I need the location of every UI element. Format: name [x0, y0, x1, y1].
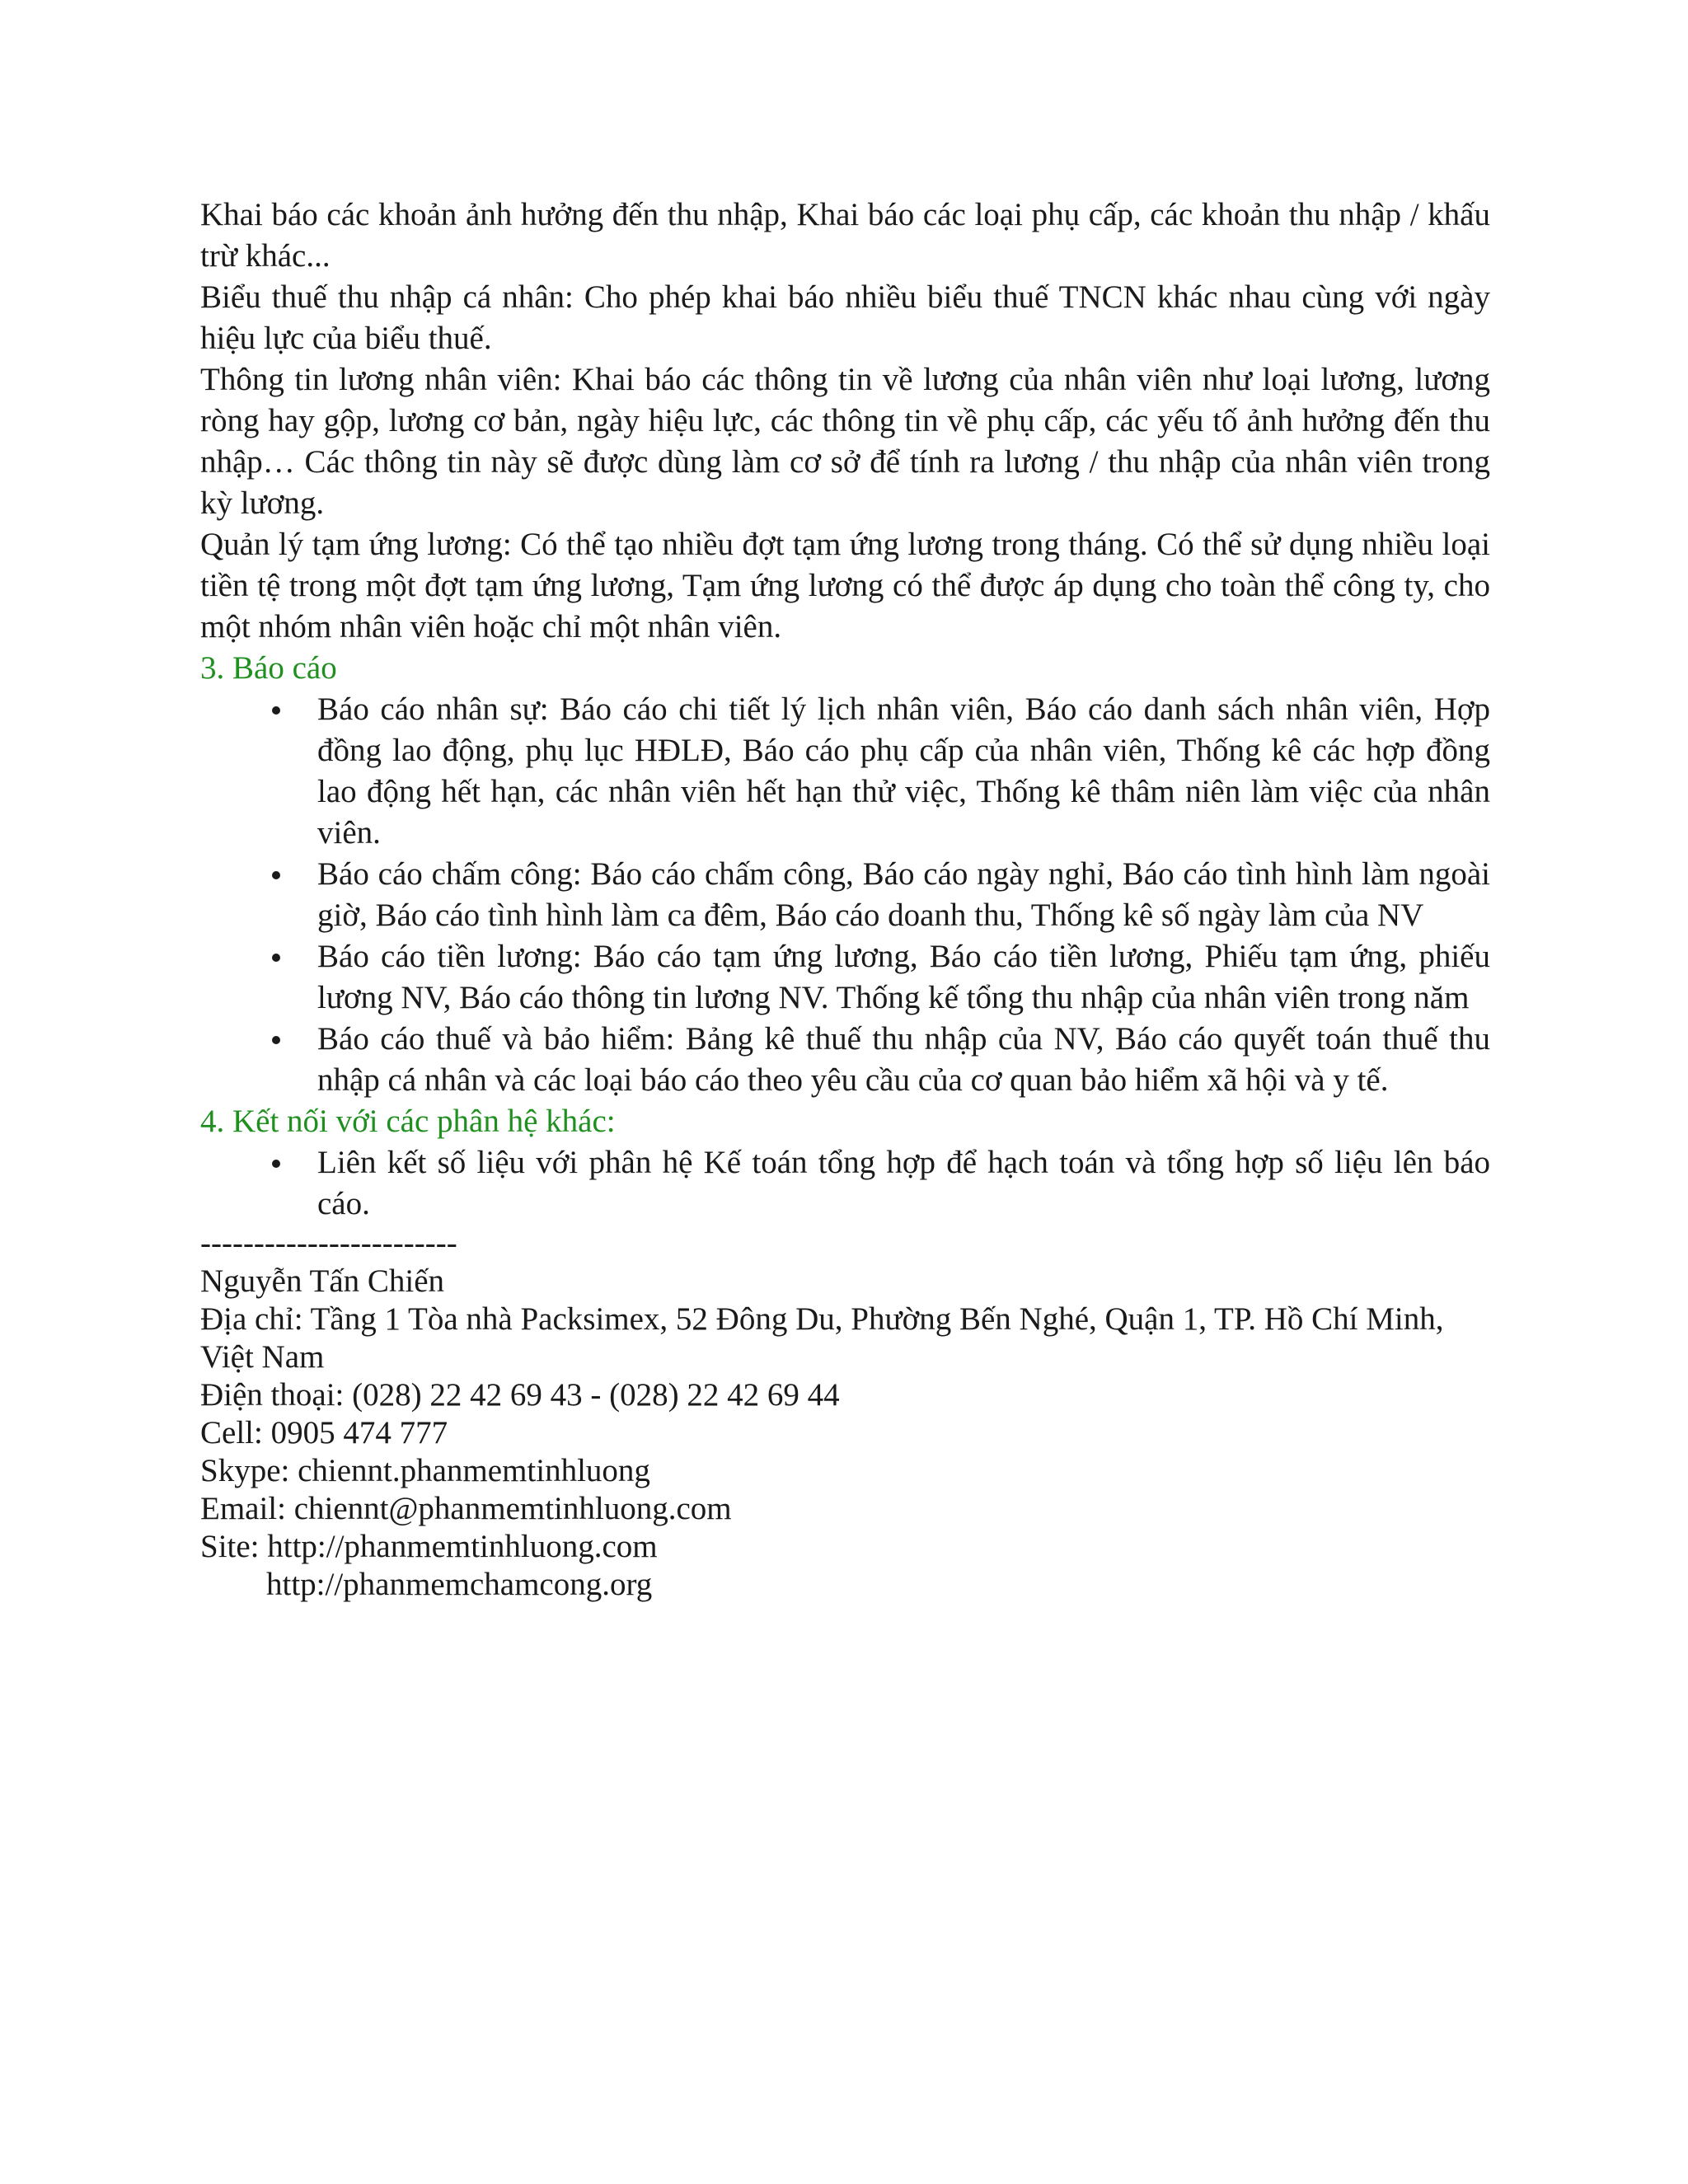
- list-item-text: Báo cáo tiền lương: Báo cáo tạm ứng lương, Báo cáo tiền lương, Phiếu tạm ứng, phiếu lương NV, Báo cáo thông tin lương NV. Thống kế tổng thu nhập của nhân viên trong năm: [317, 939, 1490, 1015]
- bullet-icon: [272, 954, 280, 962]
- signature-site-secondary[interactable]: http://phanmemchamcong.org: [266, 1567, 653, 1602]
- paragraph-salary-advance: Quản lý tạm ứng lương: Có thể tạo nhiều đợt tạm ứng lương trong tháng. Có thể sử dụng nhiều loại tiền tệ trong một đợt tạm ứng lương, Tạm ứng lương có thể được áp dụng cho toàn thể công ty, cho một nhóm nhân viên hoặc chỉ một nhân viên.: [200, 527, 1490, 644]
- list-item: [317, 936, 1490, 1019]
- list-item: [317, 1142, 1490, 1225]
- bullet-icon: [272, 706, 280, 715]
- section-heading-connections: 4. Kết nối với các phân hệ khác:: [200, 1104, 616, 1139]
- signature-email[interactable]: Email: chiennt@phanmemtinhluong.com: [200, 1491, 732, 1526]
- list-item: [317, 854, 1490, 936]
- bullet-icon: [272, 871, 280, 879]
- connections-list: [200, 1142, 1490, 1225]
- bullet-icon: [272, 1036, 280, 1044]
- list-item-text: Báo cáo chấm công: Báo cáo chấm công, Báo cáo ngày nghỉ, Báo cáo tình hình làm ngoài giờ, Báo cáo tình hình làm ca đêm, Báo cáo doanh thu, Thống kê số ngày làm của NV: [317, 856, 1490, 933]
- bullet-icon: [272, 1160, 280, 1168]
- paragraph-tax-table: Biểu thuế thu nhập cá nhân: Cho phép khai báo nhiều biểu thuế TNCN khác nhau cùng với ngày hiệu lực của biểu thuế.: [200, 279, 1490, 356]
- signature-address: Địa chỉ: Tầng 1 Tòa nhà Packsimex, 52 Đông Du, Phường Bến Nghé, Quận 1, TP. Hồ Chí Minh, Việt Nam: [200, 1301, 1444, 1375]
- signature-separator: ------------------------: [200, 1226, 457, 1261]
- signature-cell: Cell: 0905 474 777: [200, 1415, 448, 1451]
- paragraph-income-declaration: Khai báo các khoản ảnh hưởng đến thu nhập, Khai báo các loại phụ cấp, các khoản thu nhập / khấu trừ khác...: [200, 197, 1490, 274]
- page-content: [200, 194, 1490, 1604]
- list-item-text: Báo cáo nhân sự: Báo cáo chi tiết lý lịch nhân viên, Báo cáo danh sách nhân viên, Hợp đồng lao động, phụ lục HĐLĐ, Báo cáo phụ cấp của nhân viên, Thống kê các hợp đồng lao động hết hạn, các nhân viên hết hạn thử việc, Thống kê thâm niên làm việc của nhân viên.: [317, 691, 1490, 851]
- paragraph-salary-info: Thông tin lương nhân viên: Khai báo các thông tin về lương của nhân viên như loại lương, lương ròng hay gộp, lương cơ bản, ngày hiệu lực, các thông tin về phụ cấp, các yếu tố ảnh hưởng đến thu nhập… Các thông tin này sẽ được dùng làm cơ sở để tính ra lương / thu nhập của nhân viên trong kỳ lương.: [200, 362, 1490, 521]
- list-item-text: Báo cáo thuế và bảo hiểm: Bảng kê thuế thu nhập của NV, Báo cáo quyết toán thuế thu nhập cá nhân và các loại báo cáo theo yêu cầu của cơ quan bảo hiểm xã hội và y tế.: [317, 1021, 1490, 1098]
- signature-skype: Skype: chiennt.phanmemtinhluong: [200, 1453, 650, 1488]
- signature-phone: Điện thoại: (028) 22 42 69 43 - (028) 22 42 69 44: [200, 1377, 840, 1413]
- signature-site[interactable]: Site: http://phanmemtinhluong.com: [200, 1529, 658, 1564]
- list-item: [317, 689, 1490, 854]
- reports-list: [200, 689, 1490, 1101]
- signature-name: Nguyễn Tấn Chiến: [200, 1263, 445, 1299]
- list-item-text: Liên kết số liệu với phân hệ Kế toán tổng hợp để hạch toán và tổng hợp số liệu lên báo cáo.: [317, 1145, 1490, 1221]
- section-heading-reports: 3. Báo cáo: [200, 650, 337, 686]
- list-item: [317, 1019, 1490, 1101]
